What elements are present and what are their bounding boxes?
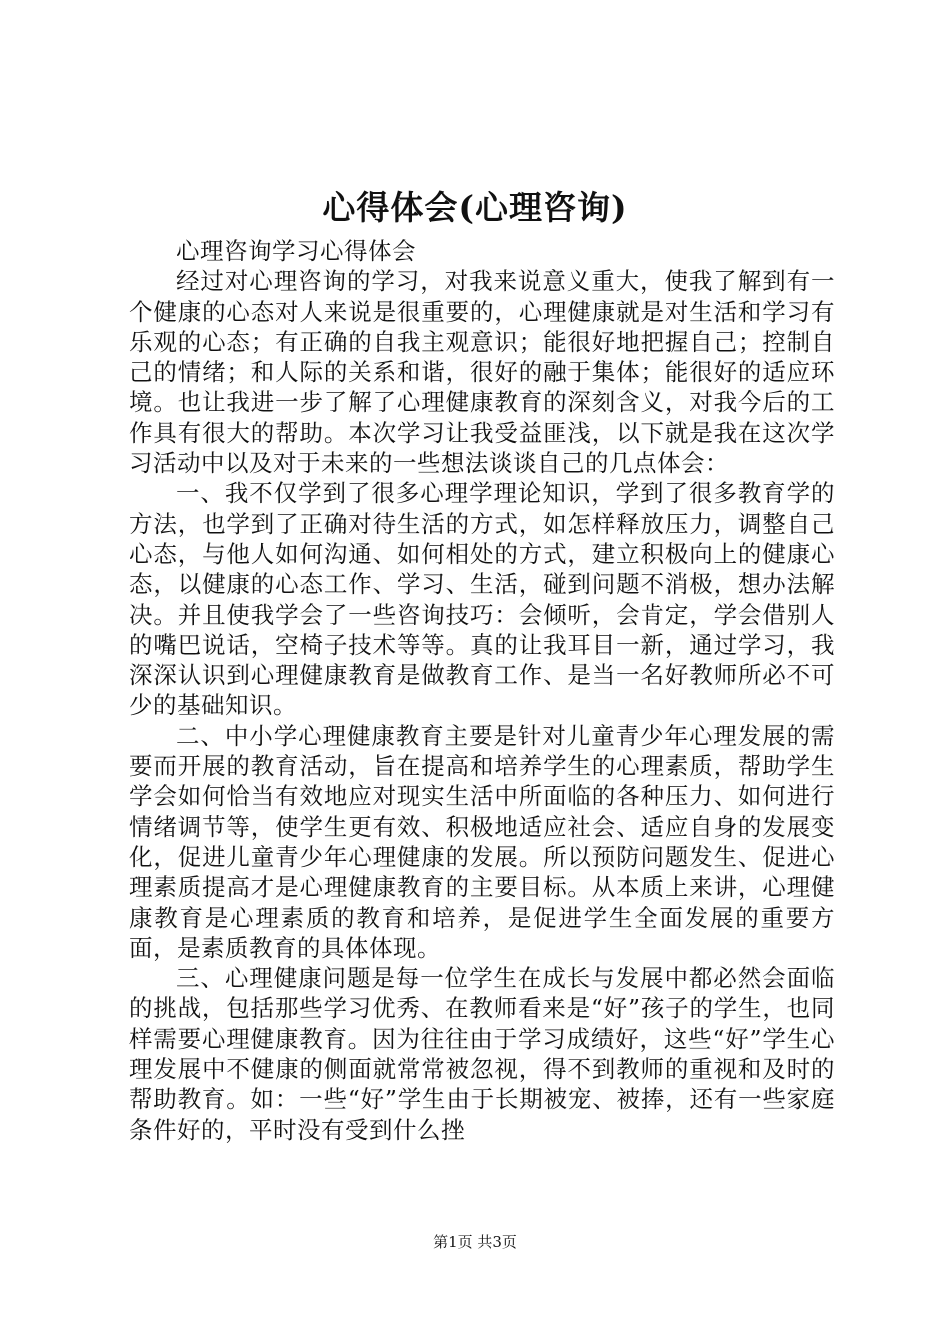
document-subtitle: 心理咨询学习心得体会: [176, 237, 416, 265]
paragraph-point-1: 一、我不仅学到了很多心理学理论知识，学到了很多教育学的方法，也学到了正确对待生活的方式，如怎样释放压力，调整自己心态，与他人如何沟通、如何相处的方式，建立积极向上的健康心态，以健康的心态工作、学习、生活，碰到问题不消极，想办法解决。并且使我学会了一些咨询技巧：会倾听，会肯定，学会借别人的嘴巴说话，空椅子技术等等。真的让我耳目一新，通过学习，我深深认识到心理健康教育是做教育工作、是当一名好教师所必不可少的基础知识。: [129, 479, 835, 720]
paragraph-intro: 经过对心理咨询的学习，对我来说意义重大，使我了解到有一个健康的心态对人来说是很重要的，心理健康就是对生活和学习有乐观的心态；有正确的自我主观意识；能很好地把握自己；控制自己的情绪；和人际的关系和谐，很好的融于集体；能很好的适应环境。也让我进一步了解了心理健康教育的深刻含义，对我今后的工作具有很大的帮助。本次学习让我受益匪浅，以下就是我在这次学习活动中以及对于未来的一些想法谈谈自己的几点体会：: [129, 267, 835, 478]
paragraph-point-3: 三、心理健康问题是每一位学生在成长与发展中都必然会面临的挑战，包括那些学习优秀、在教师看来是“好”孩子的学生，也同样需要心理健康教育。因为往往由于学习成绩好，这些“好”学生心理发展中不健康的侧面就常常被忽视，得不到教师的重视和及时的帮助教育。如：一些“好”学生由于长期被宠、被捧，还有一些家庭条件好的，平时没有受到什么挫: [129, 964, 835, 1144]
paragraph-point-2: 二、中小学心理健康教育主要是针对儿童青少年心理发展的需要而开展的教育活动，旨在提高和培养学生的心理素质，帮助学生学会如何恰当有效地应对现实生活中所面临的各种压力、如何进行情绪调节等，使学生更有效、积极地适应社会、适应自身的发展变化，促进儿童青少年心理健康的发展。所以预防问题发生、促进心理素质提高才是心理健康教育的主要目标。从本质上来讲，心理健康教育是心理素质的教育和培养，是促进学生全面发展的重要方面，是素质教育的具体体现。: [129, 721, 835, 962]
document-title: 心得体会(心理咨询): [322, 188, 628, 227]
page-number-label: 第1页 共3页: [433, 1233, 517, 1251]
document-body: [129, 236, 835, 1145]
page-footer: [0, 1232, 950, 1252]
